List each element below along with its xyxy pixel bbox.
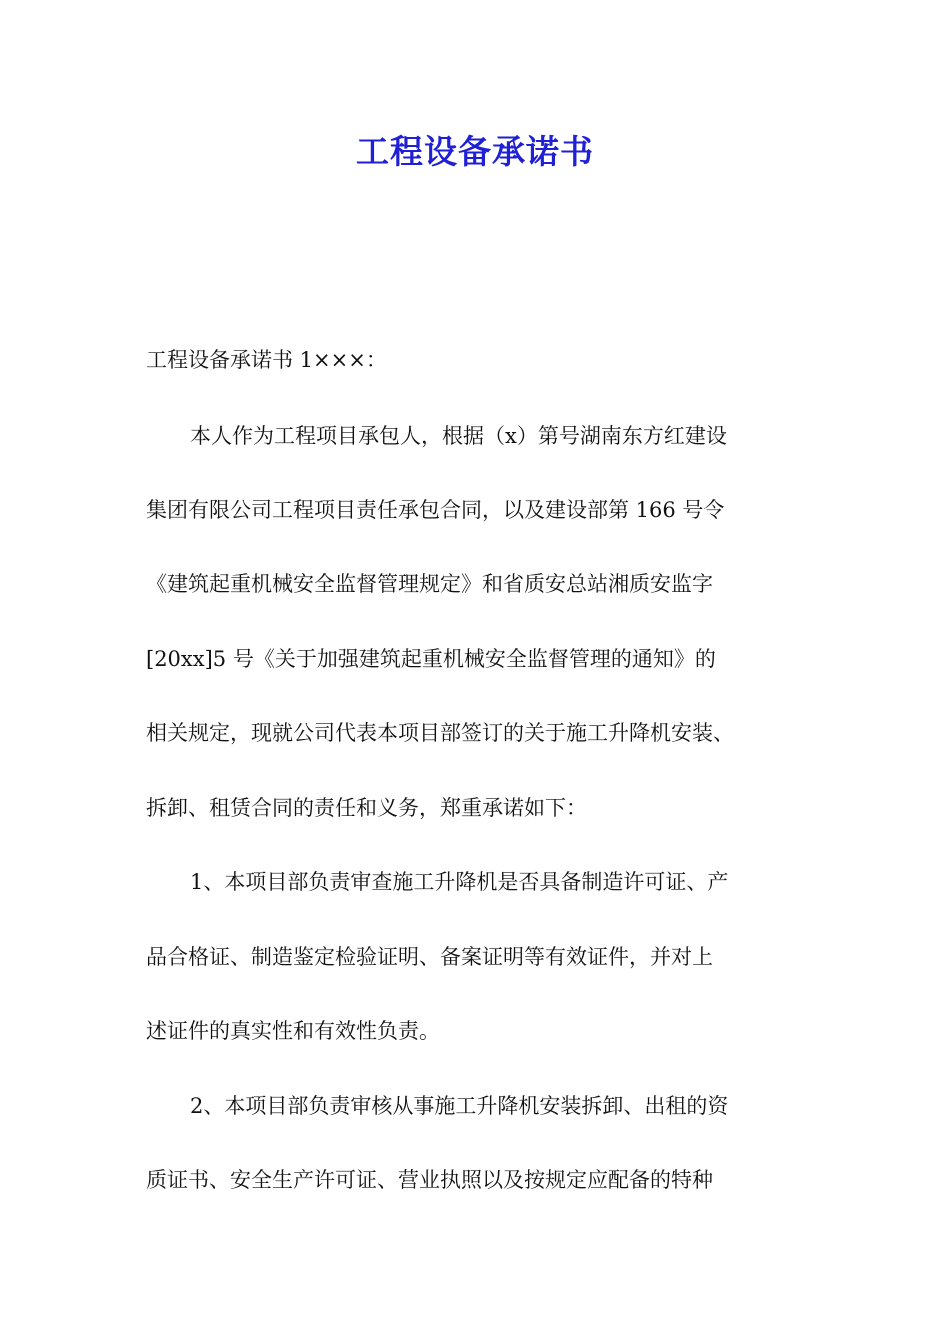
paragraph-line: 拆卸、租赁合同的责任和义务，郑重承诺如下： [146,796,587,820]
list-item-line: 品合格证、制造鉴定检验证明、备案证明等有效证件，并对上 [146,945,713,969]
paragraph-line: 集团有限公司工程项目责任承包合同，以及建设部第 166 号令 [146,498,725,522]
paragraph-line: [20xx]5 号《关于加强建筑起重机械安全监督管理的通知》的 [146,647,716,671]
salutation-line: 工程设备承诺书 1×××： [146,348,387,372]
list-item-line: 述证件的真实性和有效性负责。 [146,1019,440,1043]
paragraph-line: 相关规定，现就公司代表本项目部签订的关于施工升降机安装、 [146,721,734,745]
list-item-line: 质证书、安全生产许可证、营业执照以及按规定应配备的特种 [146,1168,713,1192]
list-item-line: 2、本项目部负责审核从事施工升降机安装拆卸、出租的资 [190,1094,729,1118]
paragraph-line: 《建筑起重机械安全监督管理规定》和省质安总站湘质安监字 [146,572,713,596]
paragraph-line: 本人作为工程项目承包人，根据（x）第号湖南东方红建设 [190,424,727,448]
document-title: 工程设备承诺书 [356,132,594,171]
list-item-line: 1、本项目部负责审查施工升降机是否具备制造许可证、产 [190,870,729,894]
